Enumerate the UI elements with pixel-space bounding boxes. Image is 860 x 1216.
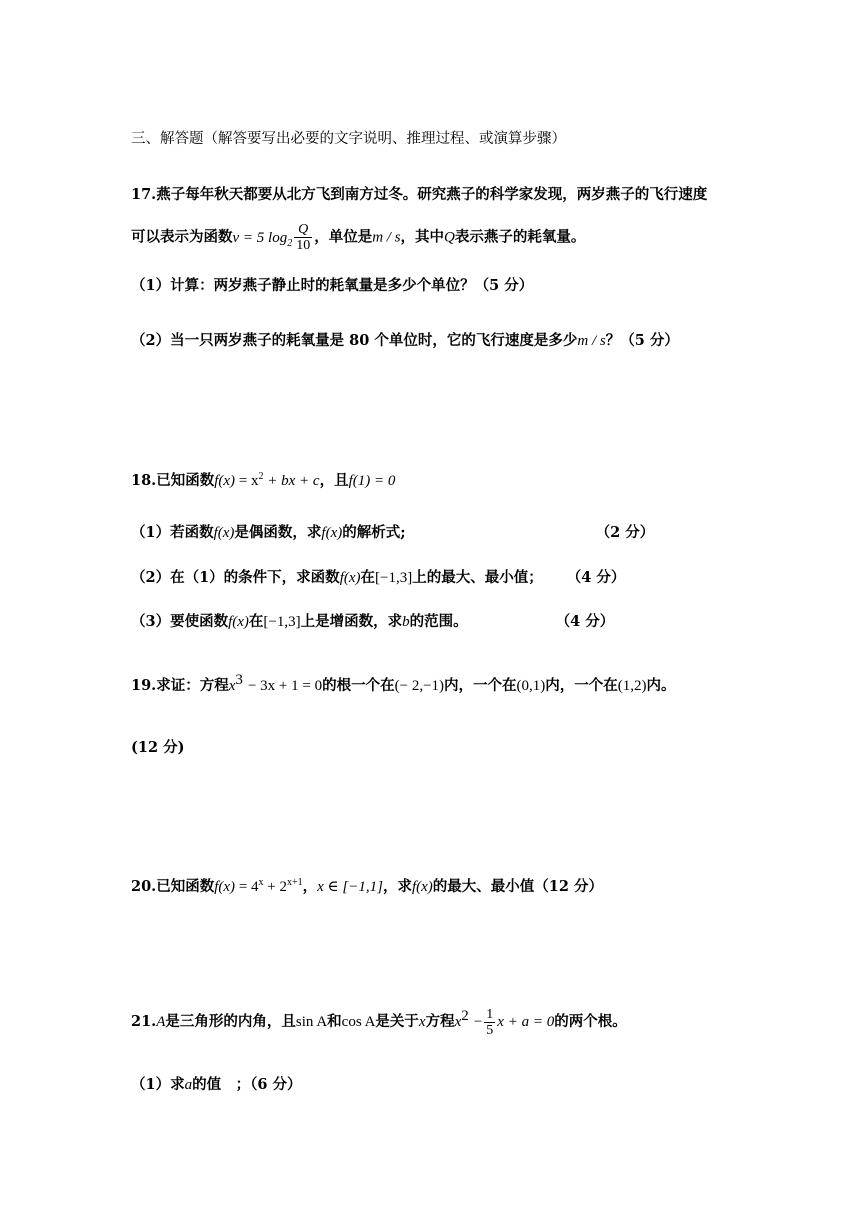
q17-fraction: $\frac{Q}{10}$ [296, 222, 311, 253]
q19-line1: 19.求证：方程x3 − 3x + 1 = 0的根一个在(− 2,−1)内，一个在(0,1)内，一个在(1,2)内。 [131, 672, 676, 694]
q17-line1: 17.燕子每年秋天都要从北方飞到南方过冬。研究燕子的科学家发现，两岁燕子的飞行速度 [131, 186, 708, 203]
q21-fraction: $\frac{1}{5}$ [486, 1006, 494, 1038]
q17-text-d: 表示燕子的耗氧量。 [454, 228, 586, 246]
q19-score: (12 分) [131, 739, 185, 756]
q18-part1-score: （2 分） [595, 524, 655, 541]
q17-part1: （1）计算：两岁燕子静止时的耗氧量是多少个单位？（5 分） [131, 277, 534, 294]
q18-part1: （1）若函数f(x)是偶函数，求f(x)的解析式; （2 分） [131, 524, 655, 541]
q17-text-b: ，单位是 [314, 228, 373, 246]
q17-text: 可以表示为函数 [131, 228, 233, 246]
section-heading: 三、解答题（解答要写出必要的文字说明、推理过程、或演算步骤） [131, 131, 566, 147]
q17-formula: v = 5 $\log_2$ [232, 229, 293, 249]
q17-line2 [131, 222, 585, 254]
q18-part3-score: （4 分） [555, 613, 615, 630]
q21-line1: 21.A是三角形的内角，且sin A和cos A是关于x方程x2 − $\frac{1}{5}$ x + a = 0的两个根。 [131, 1006, 627, 1038]
q18-part2-score: （4 分） [566, 569, 626, 586]
q17-unit: m / s [372, 229, 401, 246]
q21-part1: （1）求a的值 ；（6 分） [131, 1076, 302, 1093]
q17-var-q: Q [444, 229, 455, 246]
q20-line1: 20.已知函数$f(x) = 4^x + 2^{x+1}$，x ∈ [−1,1]，求f(x)的最大、最小值（12 分） [131, 877, 604, 895]
q17-part2: （2）当一只两岁燕子的耗氧量是 80 个单位时，它的飞行速度是多少m / s？（5 分） [131, 332, 679, 349]
q18-part2: （2）在（1）的条件下，求函数f(x)在[−1,3]上的最大、最小值； （4 分） [131, 569, 626, 586]
q18-line1: 18.已知函数$f(x) = x^2$ + bx + c，且f(1) = 0 [131, 471, 396, 489]
q17-text-c: ，其中 [400, 228, 445, 246]
q18-part3: （3）要使函数f(x)在[−1,3]上是增函数，求b的范围。 （4 分） [131, 613, 615, 630]
